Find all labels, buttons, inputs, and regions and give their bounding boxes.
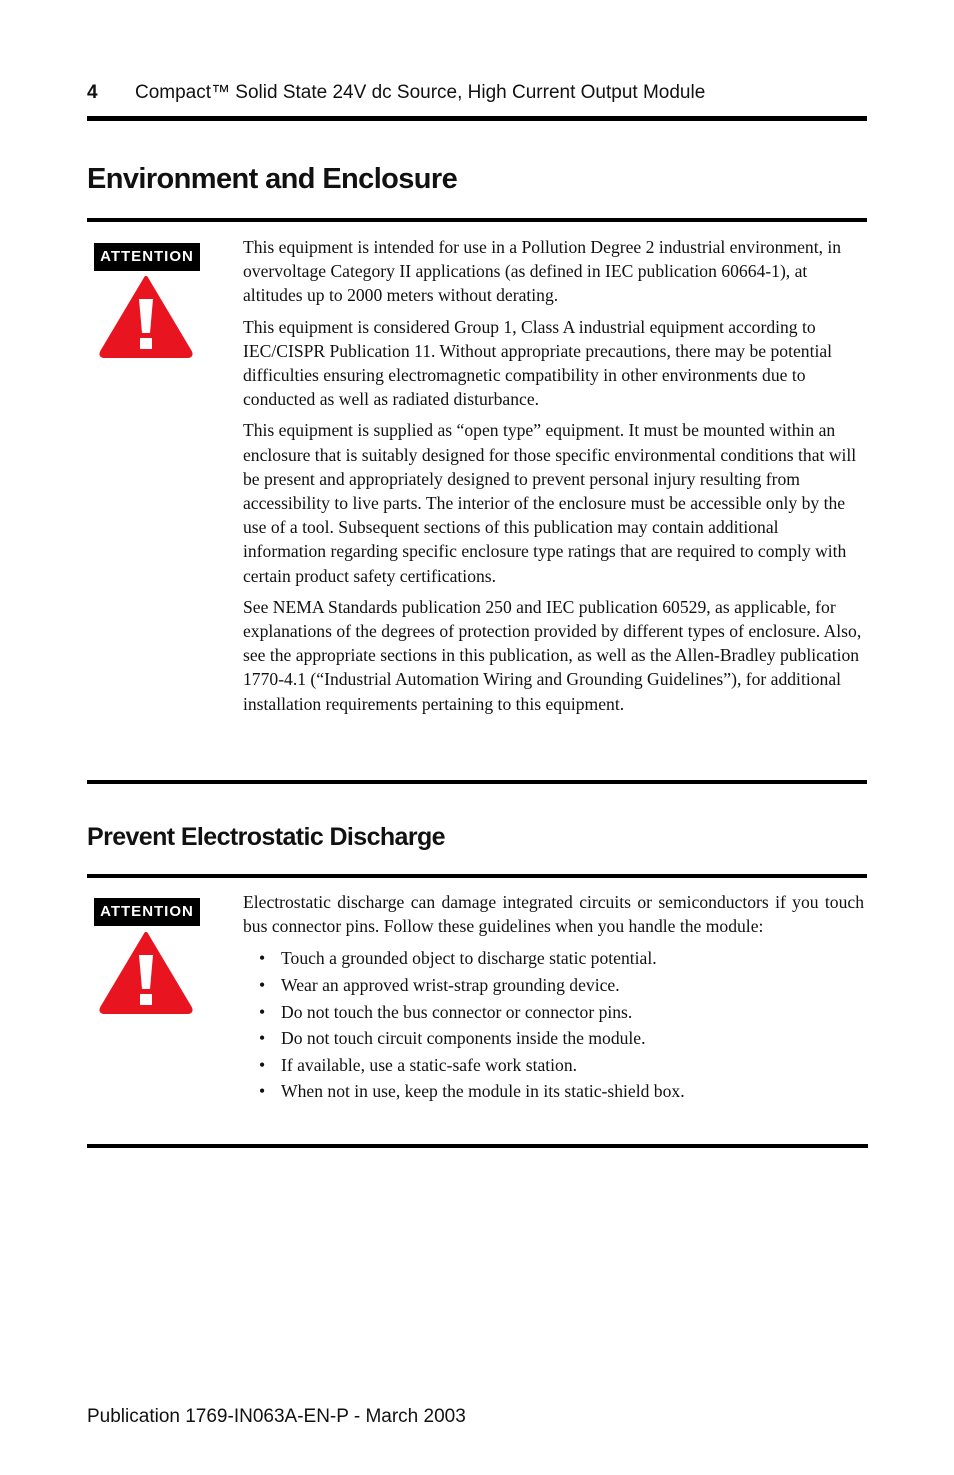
section-top-rule [87, 218, 867, 222]
section-heading-esd: Prevent Electrostatic Discharge [87, 823, 445, 851]
list-item-text: Do not touch the bus connector or connector pins. [281, 1001, 633, 1022]
document-title: Compact™ Solid State 24V dc Source, High Current Output Module [135, 82, 706, 103]
warning-exclamation-icon [99, 931, 193, 1015]
running-header [87, 82, 867, 108]
bullet-icon: • [259, 1001, 266, 1022]
list-item [243, 999, 864, 1026]
attention-badge: ATTENTION [94, 898, 200, 926]
warning-exclamation-icon [99, 275, 193, 359]
list-item [243, 945, 864, 972]
bullet-icon: • [259, 975, 266, 995]
list-item [243, 1078, 864, 1105]
attention-text-environment [243, 235, 864, 723]
list-item [243, 1025, 864, 1052]
list-item [243, 1052, 864, 1079]
list-item-text: Do not touch circuit components inside the module. [281, 1028, 646, 1049]
paragraph: This equipment is intended for use in a Pollution Degree 2 industrial environment, in overvoltage Category II applications (as defined in IEC publication 60664-1), at altitudes up to 2000 meters without derating. [243, 237, 842, 306]
paragraph: Electrostatic discharge can damage integrated circuits or semiconductors if you touch bus connector pins. Follow these guidelines when you handle the module: [243, 892, 864, 937]
header-rule [87, 116, 867, 121]
page-number: 4 [87, 82, 98, 103]
list-item-text: When not in use, keep the module in its static-shield box. [281, 1081, 685, 1102]
attention-text-esd [243, 890, 864, 1105]
list-item-text: Touch a grounded object to discharge static potential. [281, 948, 657, 969]
paragraph: See NEMA Standards publication 250 and IEC publication 60529, as applicable, for explanations of the degrees of protection provided by different types of enclosure. Also, see the appropriate sections in this publication, as well as the Allen-Bradley publication 1770-4.1 (“Industrial Automation Wiring and Grounding Guidelines”), for additional installation requirements pertaining to this equipment. [243, 596, 862, 714]
list-item [243, 972, 864, 999]
bullet-icon: • [259, 948, 266, 969]
list-item-text: Wear an approved wrist-strap grounding device. [281, 975, 620, 995]
publication-footer: Publication 1769-IN063A-EN-P - March 2003 [87, 1406, 466, 1427]
attention-badge: ATTENTION [94, 243, 200, 271]
section-bottom-rule [87, 1144, 868, 1148]
paragraph: This equipment is considered Group 1, Class A industrial equipment according to IEC/CISPR Publication 11. Without appropriate precautions, there may be potential difficulties ensuring electromagnetic compatibility in other environments due to conducted as well as radiated disturbance. [243, 316, 833, 410]
section-heading-environment: Environment and Enclosure [87, 163, 458, 195]
section-bottom-rule [87, 780, 867, 784]
guidelines-list [243, 945, 864, 1105]
list-item-text: If available, use a static-safe work station. [281, 1054, 578, 1075]
bullet-icon: • [259, 1054, 266, 1075]
bullet-icon: • [259, 1028, 266, 1049]
bullet-icon: • [259, 1081, 266, 1102]
paragraph: This equipment is supplied as “open type” equipment. It must be mounted within an enclosure that is suitably designed for those specific environmental conditions that will be present and appropriately designed to prevent personal injury resulting from accessibility to live parts. The interior of the enclosure must be accessible only by the use of a tool. Subsequent sections of this publication may contain additional information regarding specific enclosure type ratings that are required to comply with certain product safety certifications. [243, 420, 857, 586]
section-top-rule [87, 874, 867, 878]
